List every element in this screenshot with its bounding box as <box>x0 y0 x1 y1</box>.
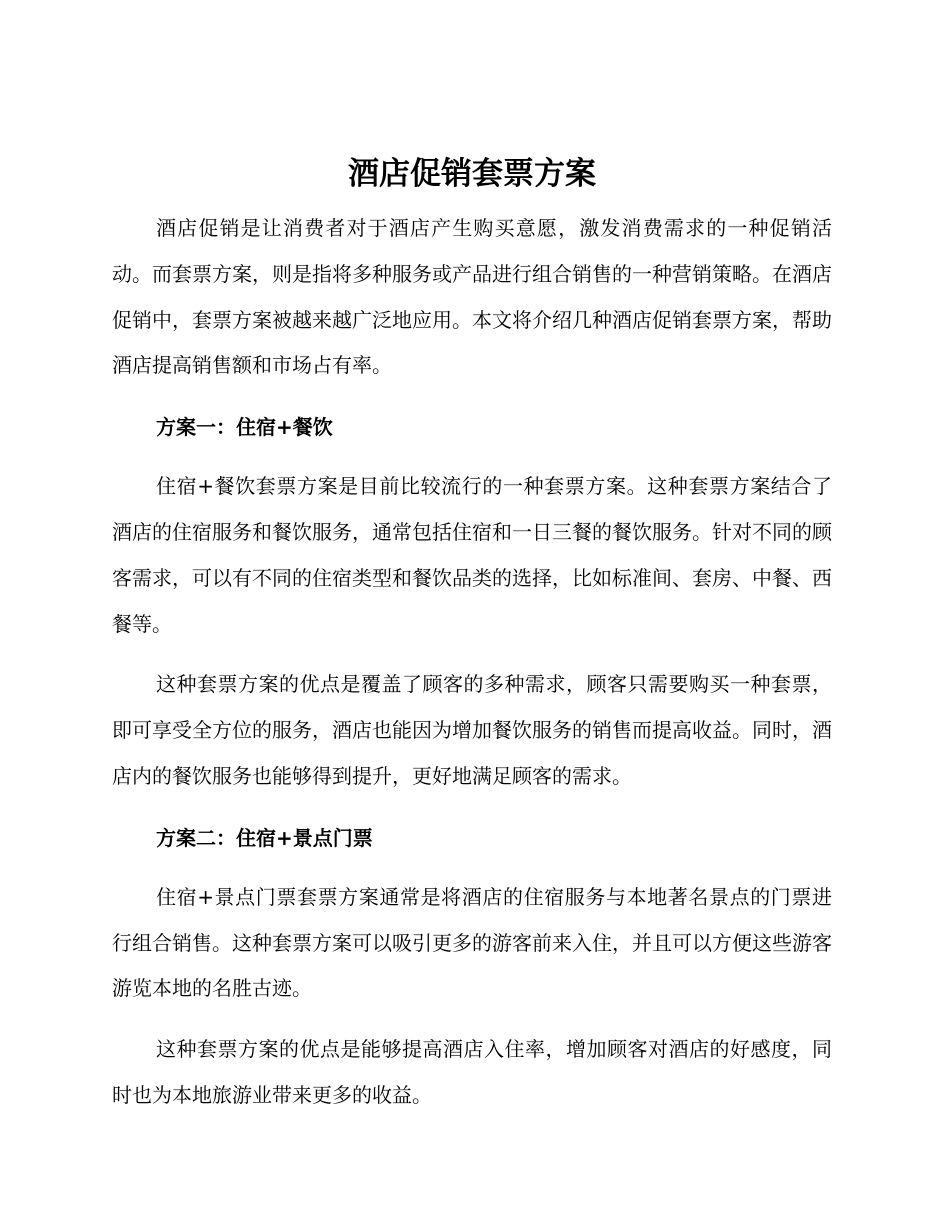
document-title: 酒店促销套票方案 <box>348 156 596 192</box>
section-2 <box>112 815 832 1119</box>
section-1 <box>112 404 832 800</box>
section-heading: 方案一：住宿+餐饮 <box>156 415 333 440</box>
section-paragraph: 住宿+景点门票套票方案通常是将酒店的住宿服务与本地著名景点的门票进行组合销售。这种套票方案可以吸引更多的游客前来入住，并且可以方便这些游客游览本地的名胜古迹。 <box>112 884 832 1001</box>
document-page <box>112 150 832 1134</box>
section-paragraph: 住宿+餐饮套票方案是目前比较流行的一种套票方案。这种套票方案结合了酒店的住宿服务和餐饮服务，通常包括住宿和一日三餐的餐饮服务。针对不同的顾客需求，可以有不同的住宿类型和餐饮品类的选择，比如标准间、套房、中餐、西餐等。 <box>112 474 832 636</box>
section-paragraph: 这种套票方案的优点是覆盖了顾客的多种需求，顾客只需要购买一种套票，即可享受全方位的服务，酒店也能因为增加餐饮服务的销售而提高收益。同时，酒店内的餐饮服务也能够得到提升，更好地满足顾客的需求。 <box>112 672 832 788</box>
section-paragraph: 这种套票方案的优点是能够提高酒店入住率，增加顾客对酒店的好感度，同时也为本地旅游业带来更多的收益。 <box>112 1037 832 1107</box>
section-heading: 方案二：住宿+景点门票 <box>156 825 373 850</box>
intro-paragraph: 酒店促销是让消费者对于酒店产生购买意愿，激发消费需求的一种促销活动。而套票方案，则是指将多种服务或产品进行组合销售的一种营销策略。在酒店促销中，套票方案被越来越广泛地应用。本文将介绍几种酒店促销套票方案，帮助酒店提高销售额和市场占有率。 <box>112 216 832 378</box>
